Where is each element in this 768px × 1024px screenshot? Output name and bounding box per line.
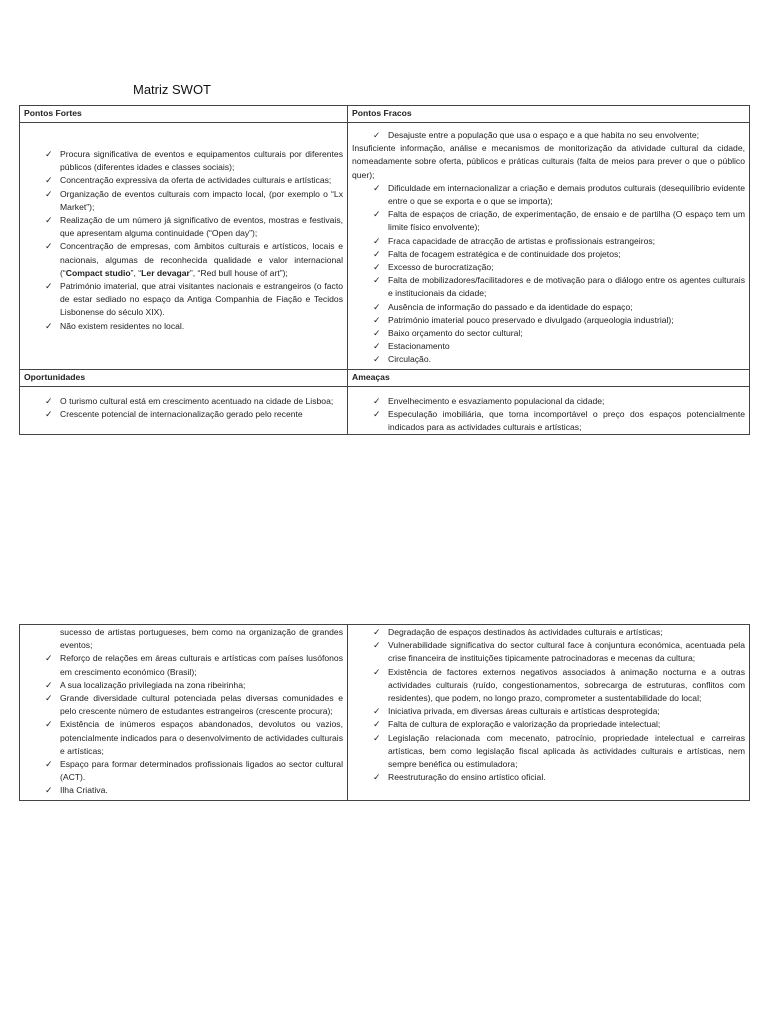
check-icon: ✓ bbox=[373, 301, 381, 312]
list-item: ✓ Organização de eventos culturais com impacto local, (por exemplo o “Lx Market”); bbox=[45, 188, 343, 212]
check-icon: ✓ bbox=[45, 175, 53, 186]
list-item: ✓ A sua localização privilegiada na zona ribeirinha; bbox=[24, 679, 343, 692]
list-item: ✓ Especulação imobiliária, que torna incomportável o preço dos espaços potencialmente indicados para as actividades culturais e artísticas; bbox=[373, 408, 745, 433]
list-item: ✓ Crescente potencial de internacionalização gerado pelo recente bbox=[24, 408, 343, 421]
check-icon: ✓ bbox=[45, 281, 53, 292]
list-item: ✓ Baixo orçamento do sector cultural; bbox=[352, 327, 745, 340]
check-icon: ✓ bbox=[373, 772, 381, 783]
check-icon: ✓ bbox=[45, 653, 53, 664]
list-item: ✓ Grande diversidade cultural potenciada pelas diversas comunidades e pelo crescente número de estudantes estrangeiros (crescente procura); bbox=[45, 693, 343, 717]
check-icon: ✓ bbox=[373, 262, 381, 273]
check-icon: ✓ bbox=[45, 408, 53, 419]
check-icon: ✓ bbox=[373, 328, 381, 339]
list-item: ✓ Fraca capacidade de atracção de artistas e profissionais estrangeiros; bbox=[352, 235, 745, 248]
header-strengths: Pontos Fortes bbox=[20, 106, 348, 123]
list-item-continuation: sucesso de artistas portugueses, bem como na organização de grandes eventos; bbox=[60, 627, 343, 651]
list-item: ✓ Estacionamento bbox=[352, 340, 745, 353]
check-icon: ✓ bbox=[373, 354, 381, 365]
list-item: ✓ Existência de factores externos negativos associados à animação nocturna e a outras actividades culturais (ruído, congestionamentos, sobrecarga de estruturas, conflitos com residentes), que podem, no longo prazo, comprometer a sustentabilidade do local; bbox=[373, 666, 745, 704]
list-item: ✓ Circulação. bbox=[352, 353, 745, 366]
list-item: ✓ Realização de um número já significativo de eventos, mostras e festivais, que apresentam alguma continuidade (“Open day”); bbox=[45, 215, 343, 239]
list-item: ✓ Reforço de relações em áreas culturais e artísticas com países lusófonos em crescimento económico (Brasil); bbox=[45, 653, 343, 677]
check-icon: ✓ bbox=[373, 732, 381, 743]
swot-table-bottom bbox=[19, 624, 750, 801]
check-icon: ✓ bbox=[373, 130, 381, 140]
check-icon: ✓ bbox=[45, 693, 53, 704]
list-item: ✓ Vulnerabilidade significativa do sector cultural face à conjuntura económica, acentuada pela crise financeira de instituições tipicamente patrocinadoras e mecenas da cultura; bbox=[373, 640, 745, 664]
list-item: ✓ Concentração de empresas, com âmbitos culturais e artísticos, locais e nacionais, algumas de reconhecida qualidade e valor internacional (“Compact studio”, “Ler devagar”, “Red bull house of art”); bbox=[45, 241, 343, 278]
check-icon: ✓ bbox=[373, 341, 381, 352]
check-icon: ✓ bbox=[373, 209, 381, 220]
check-icon: ✓ bbox=[373, 395, 381, 406]
check-icon: ✓ bbox=[373, 235, 381, 246]
check-icon: ✓ bbox=[373, 275, 381, 286]
check-icon: ✓ bbox=[45, 149, 53, 159]
list-item: ✓ Procura significativa de eventos e equipamentos culturais por diferentes públicos (diferentes idades e classes sociais); bbox=[45, 149, 343, 173]
check-icon: ✓ bbox=[45, 215, 53, 226]
opportunities-cell bbox=[20, 386, 348, 435]
threats-cell bbox=[348, 386, 750, 435]
check-icon: ✓ bbox=[373, 182, 381, 193]
header-weaknesses: Pontos Fracos bbox=[348, 106, 750, 123]
list-item: ✓ Ilha Criativa. bbox=[24, 784, 343, 797]
check-icon: ✓ bbox=[373, 314, 381, 325]
strengths-cell bbox=[20, 123, 348, 370]
header-threats: Ameaças bbox=[348, 369, 750, 386]
weaknesses-cell bbox=[348, 123, 750, 370]
check-icon: ✓ bbox=[373, 706, 381, 717]
check-icon: ✓ bbox=[373, 640, 381, 651]
check-icon: ✓ bbox=[373, 666, 381, 677]
check-icon: ✓ bbox=[45, 679, 53, 690]
list-item: ✓ O turismo cultural está em crescimento acentuado na cidade de Lisboa; bbox=[24, 395, 343, 408]
header-opportunities: Oportunidades bbox=[20, 369, 348, 386]
check-icon: ✓ bbox=[373, 408, 381, 419]
list-item: ✓ Ausência de informação do passado e da identidade do espaço; bbox=[352, 301, 745, 314]
page-title: Matriz SWOT bbox=[133, 82, 211, 97]
list-item: ✓ Concentração expressiva da oferta de actividades culturais e artísticas; bbox=[24, 174, 343, 187]
list-item: ✓ Não existem residentes no local. bbox=[24, 320, 343, 333]
check-icon: ✓ bbox=[45, 241, 53, 252]
check-icon: ✓ bbox=[45, 719, 53, 730]
list-item: ✓ Legislação relacionada com mecenato, patrocínio, propriedade intelectual e carreiras artísticas, bem como legislação fiscal aplicada às actividades culturais e artísticas, nem sempre benéfica ou estimuladora; bbox=[373, 732, 745, 770]
list-item: ✓ Degradação de espaços destinados às actividades culturais e artísticas; bbox=[352, 626, 745, 639]
opportunities-cell-continued bbox=[20, 625, 348, 801]
check-icon: ✓ bbox=[373, 248, 381, 259]
threats-cell-continued bbox=[348, 625, 750, 801]
list-item: ✓ Existência de inúmeros espaços abandonados, devolutos ou vazios, potencialmente indicados para o desenvolvimento de actividades culturais e artísticas; bbox=[45, 719, 343, 756]
list-item: ✓ Envelhecimento e esvaziamento populacional da cidade; bbox=[352, 395, 745, 408]
check-icon: ✓ bbox=[45, 395, 53, 406]
check-icon: ✓ bbox=[373, 719, 381, 730]
list-item: ✓ Dificuldade em internacionalizar a criação e demais produtos culturais (desequilíbrio evidente entre o que se exporta e o que se importa); bbox=[373, 182, 745, 207]
list-item: ✓ Reestruturação do ensino artístico oficial. bbox=[352, 771, 745, 784]
list-item-continuation: Insuficiente informação, análise e mecanismos de monitorização da atividade cultural da cidade, nomeadamente sobre oferta, públicos e práticas culturais (falta de meios para prever o que o público quer); bbox=[352, 143, 745, 180]
list-item: ✓ Iniciativa privada, em diversas áreas culturais e artísticas desprotegida; bbox=[352, 705, 745, 718]
list-item: ✓ Património imaterial, que atrai visitantes nacionais e estrangeiros (o facto de estar sediado no espaço da Antiga Companhia de Fiação e Tecidos Lisbonense do século XIX). bbox=[45, 281, 343, 318]
check-icon: ✓ bbox=[45, 188, 53, 199]
swot-table-top bbox=[19, 105, 750, 435]
check-icon: ✓ bbox=[45, 320, 53, 331]
list-item: ✓ Falta de cultura de exploração e valorização da propriedade intelectual; bbox=[352, 718, 745, 731]
list-item: ✓ Excesso de burocratização; bbox=[352, 261, 745, 274]
list-item: ✓ Falta de mobilizadores/facilitadores e de motivação para o diálogo entre os agentes culturais e institucionais da cidade; bbox=[373, 275, 745, 299]
list-item: ✓ Falta de espaços de criação, de experimentação, de ensaio e de partilha (O espaço tem um limite físico envolvente); bbox=[373, 209, 745, 233]
check-icon: ✓ bbox=[45, 785, 53, 796]
check-icon: ✓ bbox=[373, 627, 381, 637]
list-item: ✓ Espaço para formar determinados profissionais ligados ao sector cultural (ACT). bbox=[45, 759, 343, 783]
list-item: ✓ Falta de focagem estratégica e de continuidade dos projetos; bbox=[352, 248, 745, 261]
check-icon: ✓ bbox=[45, 759, 53, 770]
list-item: ✓ Desajuste entre a população que usa o espaço e a que habita no seu envolvente; bbox=[352, 129, 745, 142]
list-item: ✓ Património imaterial pouco preservado e divulgado (arqueologia industrial); bbox=[352, 314, 745, 327]
